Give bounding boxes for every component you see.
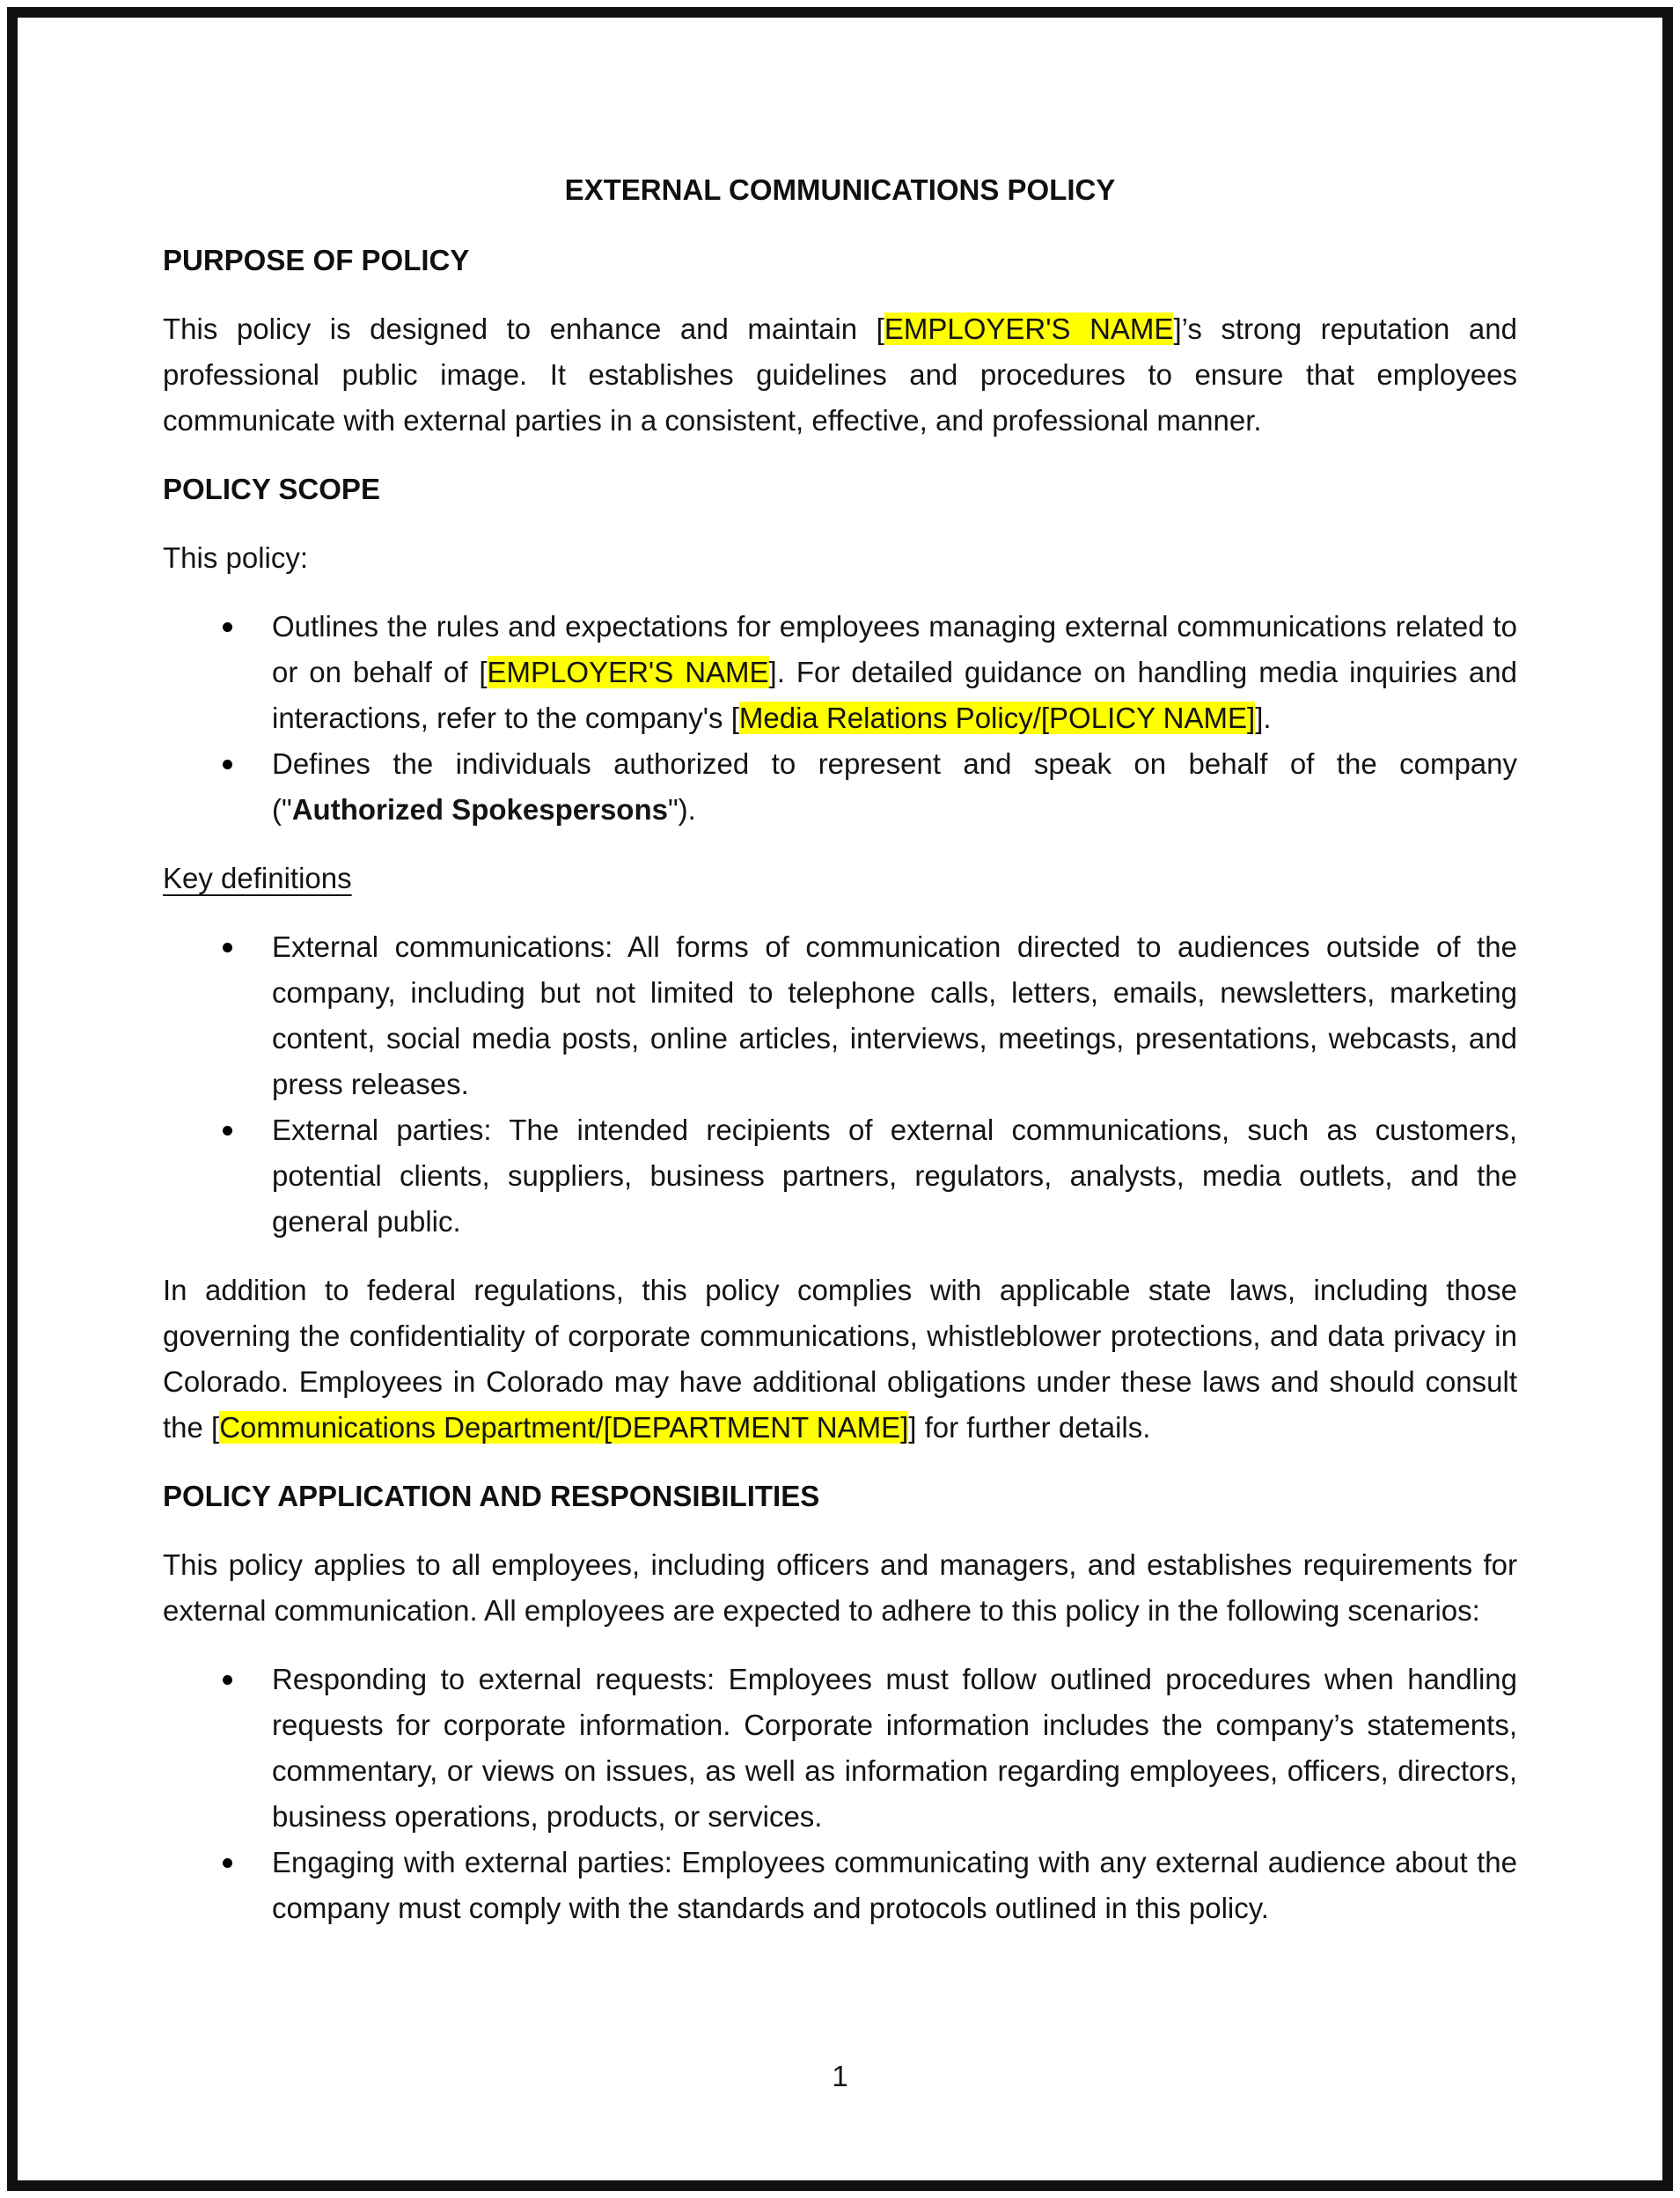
application-paragraph: This policy applies to all employees, including officers and managers, and establishes requirements for external communication. All employees are expected to adhere to this policy in the following scenarios: bbox=[163, 1548, 1517, 1627]
document-title: EXTERNAL COMMUNICATIONS POLICY bbox=[564, 173, 1116, 206]
page-footer bbox=[0, 2059, 1680, 2094]
scope-bullet-list bbox=[163, 604, 1517, 833]
list-item: Engaging with external parties: Employees communicating with any external audience about the company must comply with the standards and protocols outlined in this policy. bbox=[272, 1840, 1517, 1931]
definitions-bullet-list bbox=[163, 924, 1517, 1245]
heading-policy-application: POLICY APPLICATION AND RESPONSIBILITIES bbox=[163, 1480, 820, 1512]
heading-key-definitions: Key definitions bbox=[163, 862, 352, 894]
list-item: Responding to external requests: Employees must follow outlined procedures when handling requests for corporate information. Corporate information includes the company’s statements, commentary, or views on issues, as well as information regarding employees, officers, directors, business operations, products, or services. bbox=[272, 1657, 1517, 1840]
purpose-paragraph: This policy is designed to enhance and maintain [EMPLOYER'S NAME]’s strong reputation and professional public image. It establishes guidelines and procedures to ensure that employees communicate with external parties in a consistent, effective, and professional manner. bbox=[163, 312, 1517, 437]
heading-purpose-of-policy: PURPOSE OF POLICY bbox=[163, 244, 470, 276]
list-item: External communications: All forms of communication directed to audiences outside of the company, including but not limited to telephone calls, letters, emails, newsletters, marketing content, social media posts, online articles, interviews, meetings, presentations, webcasts, and press releases. bbox=[272, 924, 1517, 1107]
heading-policy-scope: POLICY SCOPE bbox=[163, 473, 380, 505]
list-item: External parties: The intended recipients of external communications, such as customers, potential clients, suppliers, business partners, regulators, analysts, media outlets, and the general public. bbox=[272, 1107, 1517, 1245]
state-law-paragraph: In addition to federal regulations, this policy complies with applicable state laws, including those governing the confidentiality of corporate communications, whistleblower protections, and data privacy in Colorado. Employees in Colorado may have additional obligations under these laws and should consult the [Communications Department/[DEPARTMENT NAME]] for further details. bbox=[163, 1274, 1517, 1444]
scope-intro-text: This policy: bbox=[163, 541, 309, 574]
list-item: Defines the individuals authorized to represent and speak on behalf of the company ("Authorized Spokespersons"). bbox=[272, 741, 1517, 833]
list-item: Outlines the rules and expectations for employees managing external communications related to or on behalf of [EMPLOYER'S NAME]. For detailed guidance on handling media inquiries and interactions, refer to the company's [Media Relations Policy/[POLICY NAME]]. bbox=[272, 604, 1517, 741]
application-bullet-list bbox=[163, 1657, 1517, 1931]
page-number: 1 bbox=[832, 2060, 848, 2092]
